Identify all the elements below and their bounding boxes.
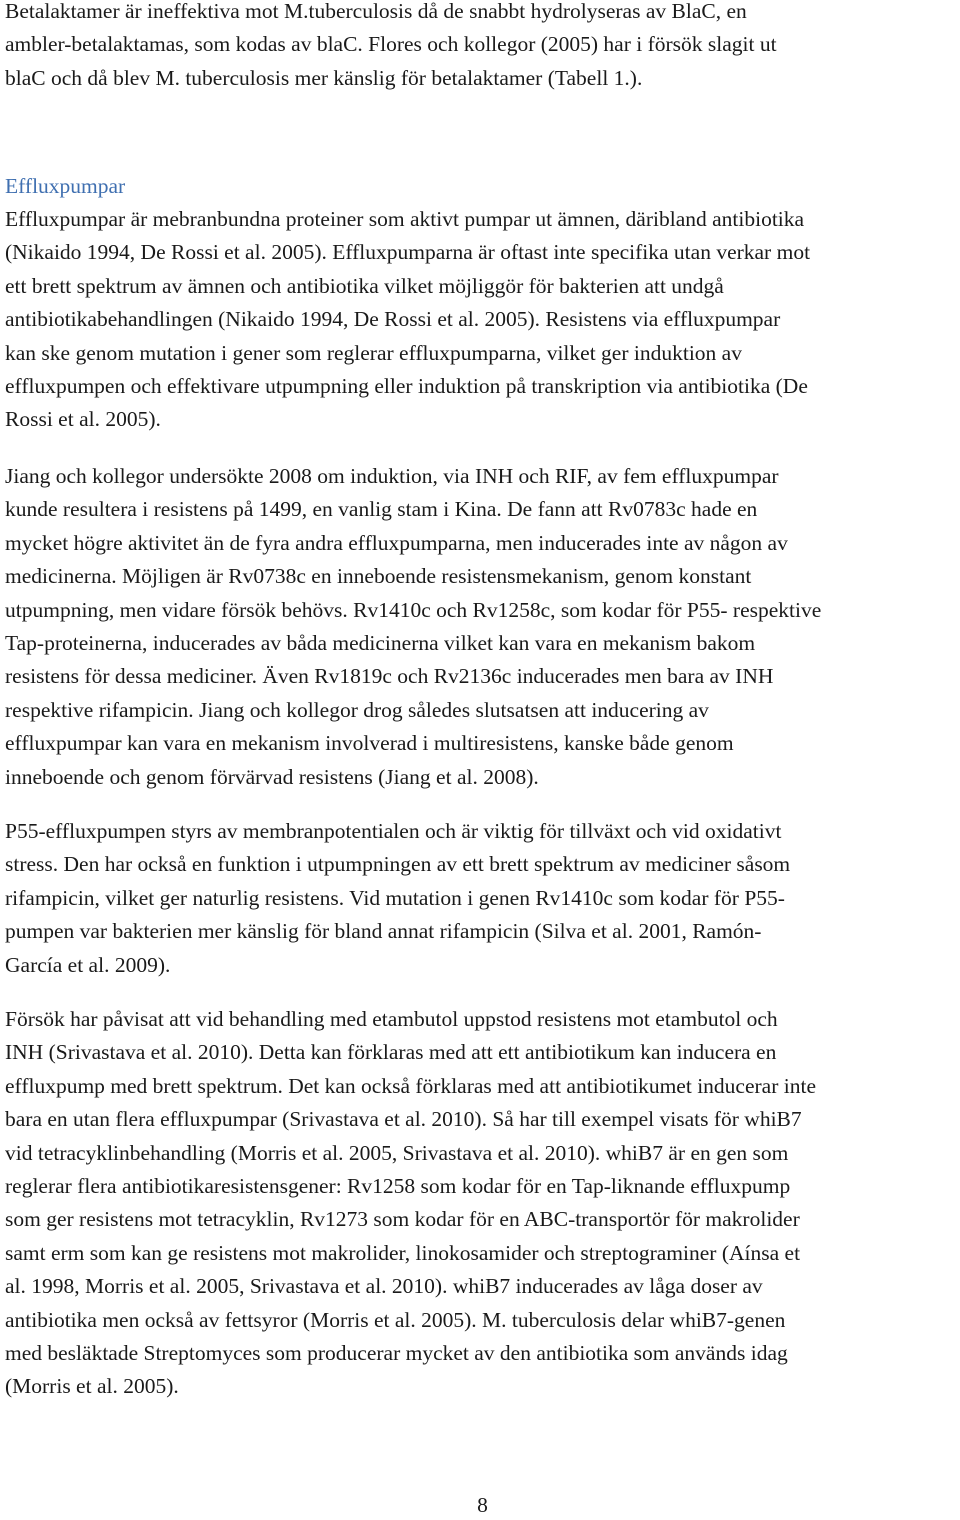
text-line: antibiotika men också av fettsyror (Morris et al. 2005). M. tuberculosis delar whiB7-genen — [5, 1307, 786, 1332]
text-line: Effluxpumpar är mebranbundna proteiner som aktivt pumpar ut ämnen, däribland antibiotika — [5, 207, 805, 231]
text-line: reglerar flera antibiotikaresistensgener: Rv1258 som kodar för en Tap-liknande effluxpump — [5, 1173, 791, 1198]
text-line: effluxpumpen och effektivare utpumpning eller induktion på transkription via antibiotika (De — [5, 373, 808, 398]
text-line: stress. Den har också en funktion i utpumpningen av ett brett spektrum av mediciner såsom — [5, 852, 791, 877]
text-line: effluxpump med brett spektrum. Det kan också förklaras med att antibiotikumet inducerar inte — [5, 1073, 816, 1098]
text-line: som ger resistens mot tetracyklin, Rv1273 som kodar för en ABC-transportör för makrolider — [5, 1207, 800, 1232]
text-line: inneboende och genom förvärvad resistens (Jiang et al. 2008). — [5, 764, 539, 789]
paragraph-p55-effluxpump — [5, 815, 960, 982]
intro-paragraph — [5, 0, 960, 95]
page-number: 8 — [477, 1493, 488, 1517]
text-line: Rossi et al. 2005). — [5, 407, 161, 432]
text-line: Tap-proteinerna, inducerades av båda medicinerna vilket kan vara en mekanism bakom — [5, 630, 756, 655]
text-line: resistens för dessa mediciner. Även Rv1819c och Rv2136c inducerades men bara av INH — [5, 664, 774, 689]
text-line: (Morris et al. 2005). — [5, 1374, 179, 1399]
text-line: Betalaktamer är ineffektiva mot M.tuberculosis då de snabbt hydrolyseras av BlaC, en — [5, 0, 747, 23]
text-line: mycket högre aktivitet än de fyra andra effluxpumparna, men inducerades inte av någon av — [5, 530, 788, 555]
text-line: med besläktade Streptomyces som producerar mycket av den antibiotika som används idag — [5, 1340, 788, 1365]
text-line: (Nikaido 1994, De Rossi et al. 2005). Effluxpumparna är oftast inte specifika utan verkar mot — [5, 240, 811, 265]
paragraph-effluxpumpar-definition — [5, 203, 960, 437]
text-line: INH (Srivastava et al. 2010). Detta kan förklaras med att ett antibiotikum kan inducera en — [5, 1040, 777, 1065]
text-line: Försök har påvisat att vid behandling med etambutol uppstod resistens mot etambutol och — [5, 1007, 778, 1031]
text-line: rifampicin, vilket ger naturlig resistens. Vid mutation i genen Rv1410c som kodar för P55- — [5, 885, 785, 910]
text-line: Jiang och kollegor undersökte 2008 om induktion, via INH och RIF, av fem effluxpumpar — [5, 464, 779, 488]
text-line: ambler-betalaktamas, som kodas av blaC. Flores och kollegor (2005) har i försök slagit ut — [5, 32, 777, 57]
text-line: effluxpumpar kan vara en mekanism involverad i multiresistens, kanske både genom — [5, 731, 734, 756]
text-line: medicinerna. Möjligen är Rv0738c en inneboende resistensmekanism, genom konstant — [5, 564, 752, 589]
text-line: P55-effluxpumpen styrs av membranpotentialen och är viktig för tillväxt och vid oxidativt — [5, 819, 782, 843]
text-line: vid tetracyklinbehandling (Morris et al. 2005, Srivastava et al. 2010). whiB7 är en gen som — [5, 1140, 789, 1165]
text-line: García et al. 2009). — [5, 952, 171, 977]
text-line: samt erm som kan ge resistens mot makrolider, linokosamider och streptograminer (Aínsa et — [5, 1240, 801, 1265]
text-line: utpumpning, men vidare försök behövs. Rv1410c och Rv1258c, som kodar för P55- respektive — [5, 597, 822, 622]
text-line: pumpen var bakterien mer känslig för bland annat rifampicin (Silva et al. 2001, Ramón- — [5, 919, 762, 944]
text-line: bara en utan flera effluxpumpar (Srivastava et al. 2010). Så har till exempel visats för whiB7 — [5, 1107, 802, 1132]
text-line: kan ske genom mutation i gener som reglerar effluxpumparna, vilket ger induktion av — [5, 340, 742, 365]
paragraph-jiang-study — [5, 460, 960, 794]
text-line: al. 1998, Morris et al. 2005, Srivastava et al. 2010). whiB7 inducerades av låga doser av — [5, 1274, 763, 1299]
text-line: blaC och då blev M. tuberculosis mer känslig för betalaktamer (Tabell 1.). — [5, 65, 643, 90]
document-page — [5, 0, 960, 1517]
text-line: antibiotikabehandlingen (Nikaido 1994, De Rossi et al. 2005). Resistens via effluxpumpar — [5, 307, 781, 332]
section-heading: Effluxpumpar — [5, 174, 126, 198]
text-line: ett brett spektrum av ämnen och antibiotika vilket möjliggör för bakterien att undgå — [5, 273, 724, 298]
text-line: kunde resultera i resistens på 1499, en vanlig stam i Kina. De fann att Rv0783c hade en — [5, 497, 758, 522]
paragraph-etambutol-whib7 — [5, 1003, 960, 1404]
text-line: respektive rifampicin. Jiang och kollegor drog således slutsatsen att inducering av — [5, 697, 709, 722]
